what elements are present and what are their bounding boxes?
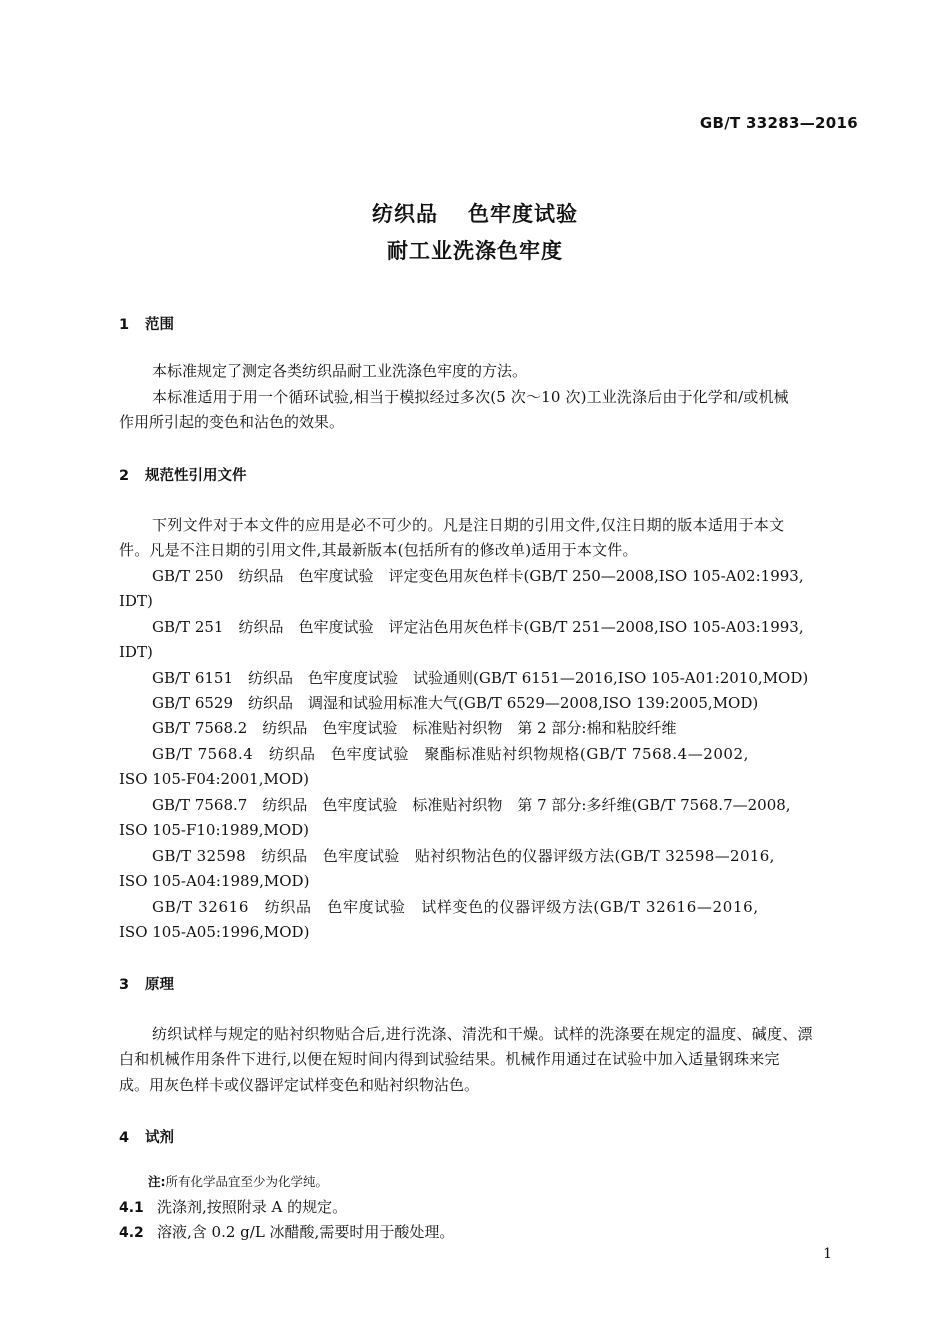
section-1-title: 范围: [145, 317, 174, 333]
reference-gb-32598: GB/T 32598 纺织品 色牢度试验 贴衬织物沾色的仪器评级方法(GB/T 32598—2016,: [152, 847, 775, 865]
section-3-line-3: 成。用灰色样卡或仪器评定试样变色和贴衬织物沾色。: [119, 1076, 480, 1094]
clause-4-1-text: 洗涤剂,按照附录 A 的规定。: [157, 1198, 348, 1216]
note-label: 注:: [148, 1174, 166, 1189]
title-line-1-part-2: 色牢度试验: [468, 202, 578, 226]
section-2-heading: [119, 464, 247, 485]
reference-gb-251-continued: IDT): [119, 643, 153, 661]
section-1-paragraph-2-line-2: 作用所引起的变色和沾色的效果。: [119, 413, 345, 431]
reference-gb-7568-4: GB/T 7568.4 纺织品 色牢度试验 聚酯标准贴衬织物规格(GB/T 7568.4—2002,: [152, 745, 749, 763]
section-1-paragraph-1: 本标准规定了测定各类纺织品耐工业洗涤色牢度的方法。: [152, 362, 528, 380]
reference-gb-250: GB/T 250 纺织品 色牢度试验 评定变色用灰色样卡(GB/T 250—2008,ISO 105-A02:1993,: [152, 567, 804, 585]
reference-gb-32598-continued: ISO 105-A04:1989,MOD): [119, 872, 310, 890]
reference-gb-6529: GB/T 6529 纺织品 调湿和试验用标准大气(GB/T 6529—2008,ISO 139:2005,MOD): [152, 694, 759, 712]
section-4-title: 试剂: [145, 1130, 174, 1146]
reference-gb-7568-4-continued: ISO 105-F04:2001,MOD): [119, 770, 309, 788]
clause-4-2-text: 溶液,含 0.2 g/L 冰醋酸,需要时用于酸处理。: [157, 1223, 455, 1241]
title-line-2: 耐工业洗涤色牢度: [387, 239, 563, 263]
reference-gb-32616: GB/T 32616 纺织品 色牢度试验 试样变色的仪器评级方法(GB/T 32616—2016,: [152, 898, 759, 916]
clause-4-2-number: 4.2: [119, 1225, 144, 1241]
section-1-heading: [119, 313, 174, 334]
section-1-paragraph-2-line-1: 本标准适用于用一个循环试验,相当于模拟经过多次(5 次～10 次)工业洗涤后由于化学和/或机械: [152, 388, 789, 406]
section-4-heading: [119, 1126, 174, 1147]
section-3-line-1: 纺织试样与规定的贴衬织物贴合后,进行洗涤、清洗和干燥。试样的洗涤要在规定的温度、碱度、漂: [152, 1025, 813, 1043]
clause-4-1: [119, 1196, 347, 1217]
section-3-heading: [119, 973, 174, 994]
section-1-number: 1: [119, 317, 130, 333]
reference-gb-250-continued: IDT): [119, 592, 153, 610]
reference-gb-7568-2: GB/T 7568.2 纺织品 色牢度试验 标准贴衬织物 第 2 部分:棉和粘胶纤维: [152, 719, 677, 737]
page-number: 1: [823, 1246, 832, 1262]
section-3-number: 3: [119, 977, 130, 993]
section-2-intro-line-1: 下列文件对于本文件的应用是必不可少的。凡是注日期的引用文件,仅注日期的版本适用于本文: [152, 516, 785, 534]
clause-4-1-number: 4.1: [119, 1200, 144, 1216]
section-2-title: 规范性引用文件: [145, 468, 247, 484]
reference-gb-32616-continued: ISO 105-A05:1996,MOD): [119, 923, 310, 941]
section-4-note: [148, 1172, 328, 1190]
section-2-number: 2: [119, 468, 130, 484]
section-3-line-2: 白和机械作用条件下进行,以便在短时间内得到试验结果。机械作用通过在试验中加入适量钢珠来完: [119, 1050, 780, 1068]
clause-4-2: [119, 1221, 454, 1242]
note-text: 所有化学品宜至少为化学纯。: [165, 1174, 329, 1189]
section-2-intro-line-2: 件。凡是不注日期的引用文件,其最新版本(包括所有的修改单)适用于本文件。: [119, 541, 638, 559]
title-line-1: [0, 198, 950, 228]
title-line-1-part-1: 纺织品: [372, 202, 438, 226]
standard-code: GB/T 33283—2016: [699, 114, 858, 132]
reference-gb-251: GB/T 251 纺织品 色牢度试验 评定沾色用灰色样卡(GB/T 251—2008,ISO 105-A03:1993,: [152, 618, 804, 636]
section-4-number: 4: [119, 1130, 130, 1146]
reference-gb-7568-7: GB/T 7568.7 纺织品 色牢度试验 标准贴衬织物 第 7 部分:多纤维(GB/T 7568.7—2008,: [152, 796, 791, 814]
reference-gb-6151: GB/T 6151 纺织品 色牢度度试验 试验通则(GB/T 6151—2016,ISO 105-A01:2010,MOD): [152, 669, 809, 687]
reference-gb-7568-7-continued: ISO 105-F10:1989,MOD): [119, 821, 309, 839]
section-3-title: 原理: [145, 977, 174, 993]
